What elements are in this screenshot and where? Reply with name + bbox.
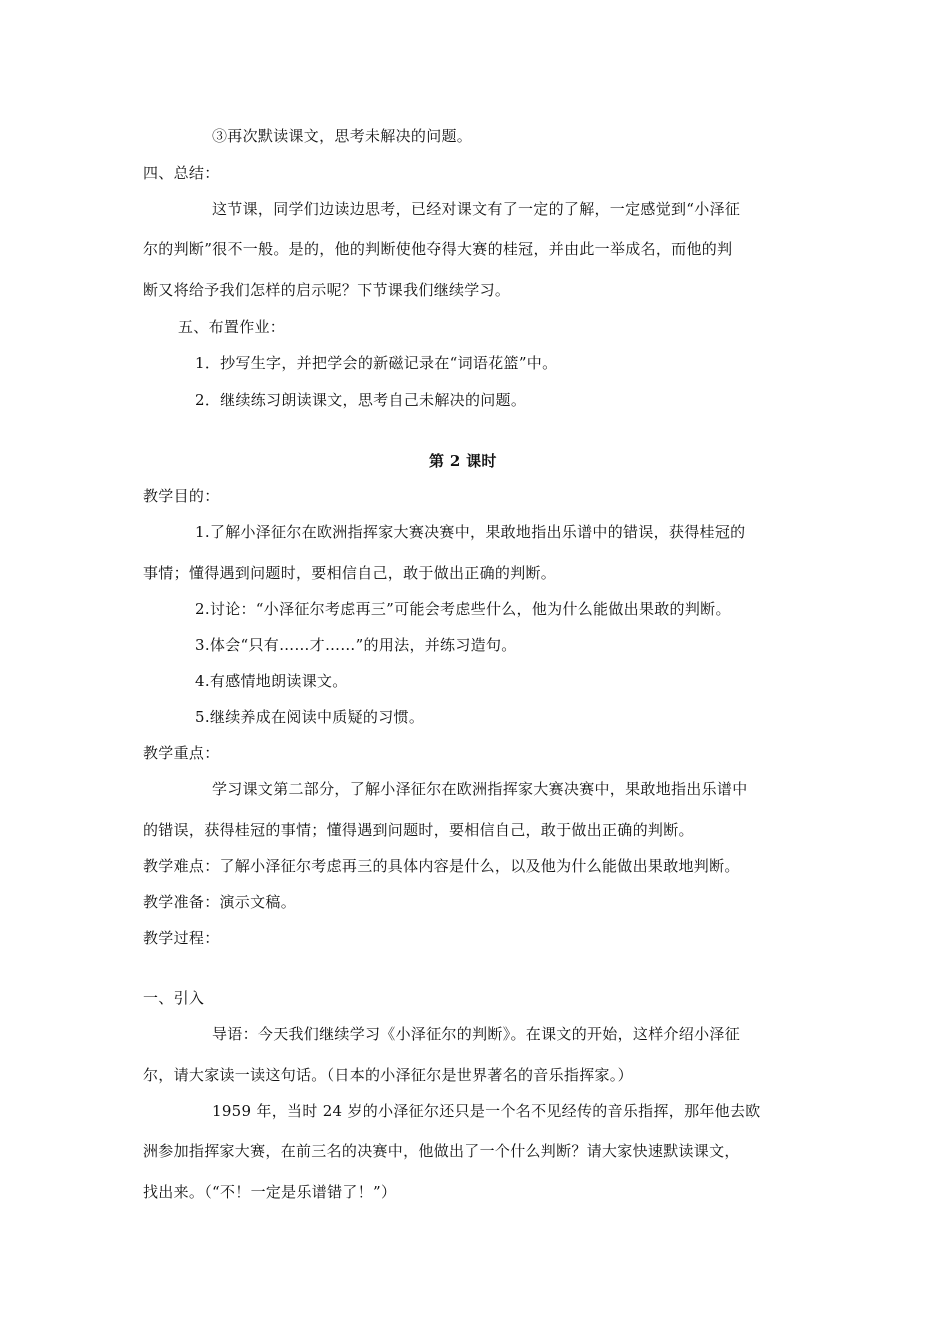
intro-paragraph-line-3: 1959 年，当时 24 岁的小泽征尔还只是一个名不见经传的音乐指挥，那年他去欧 [212,1102,761,1120]
homework-item-2: 2．继续练习朗读课文，思考自己未解决的问题。 [195,391,527,409]
intro-paragraph-line-4: 洲参加指挥家大赛，在前三名的决赛中，他做出了一个什么判断？请大家快速默读课文， [143,1142,740,1160]
intro-paragraph-line-5: 找出来。（“不！一定是乐谱错了！”） [143,1183,397,1201]
goal-5: 5.继续养成在阅读中质疑的习惯。 [195,708,425,726]
step-3-line: ③再次默读课文，思考未解决的问题。 [212,127,473,145]
goal-2: 2.讨论：“小泽征尔考虑再三”可能会考虑些什么，他为什么能做出果敢的判断。 [195,600,731,618]
summary-paragraph-line-3: 断又将给予我们怎样的启示呢？下节课我们继续学习。 [143,281,511,299]
key-points-line-1: 学习课文第二部分，了解小泽征尔在欧洲指挥家大赛决赛中，果敢地指出乐谱中 [212,780,748,798]
difficulty-line: 教学难点：了解小泽征尔考虑再三的具体内容是什么，以及他为什么能做出果敢地判断。 [143,857,740,875]
goal-1-line-2: 事情；懂得遇到问题时，要相信自己，敢于做出正确的判断。 [143,564,557,582]
process-heading: 教学过程： [143,929,220,947]
key-points-heading: 教学重点： [143,744,220,762]
goal-4: 4.有感情地朗读课文。 [195,672,348,690]
goal-3: 3.体会“只有……才……”的用法，并练习造句。 [195,636,517,654]
summary-paragraph-line-1: 这节课，同学们边读边思考，已经对课文有了一定的了解，一定感觉到“小泽征 [212,200,741,218]
section-summary-heading: 四、总结： [143,164,220,182]
key-points-line-2: 的错误，获得桂冠的事情；懂得遇到问题时，要相信自己，敢于做出正确的判断。 [143,821,694,839]
preparation-line: 教学准备：演示文稿。 [143,893,297,911]
lesson-2-title: 第 2 课时 [429,452,497,470]
intro-paragraph-line-1: 导语：今天我们继续学习《小泽征尔的判断》。在课文的开始，这样介绍小泽征 [212,1025,741,1043]
teaching-goals-heading: 教学目的： [143,487,220,505]
section-intro-heading: 一、引入 [143,989,205,1007]
homework-item-1: 1．抄写生字，并把学会的新磁记录在“词语花篮”中。 [195,354,558,372]
intro-paragraph-line-2: 尔，请大家读一读这句话。（日本的小泽征尔是世界著名的音乐指挥家。） [143,1066,633,1084]
goal-1-line-1: 1.了解小泽征尔在欧洲指挥家大赛决赛中，果敢地指出乐谱中的错误，获得桂冠的 [195,523,746,541]
summary-paragraph-line-2: 尔的判断”很不一般。是的，他的判断使他夺得大赛的桂冠，并由此一举成名，而他的判 [143,240,733,258]
section-homework-heading: 五、布置作业： [178,318,286,336]
